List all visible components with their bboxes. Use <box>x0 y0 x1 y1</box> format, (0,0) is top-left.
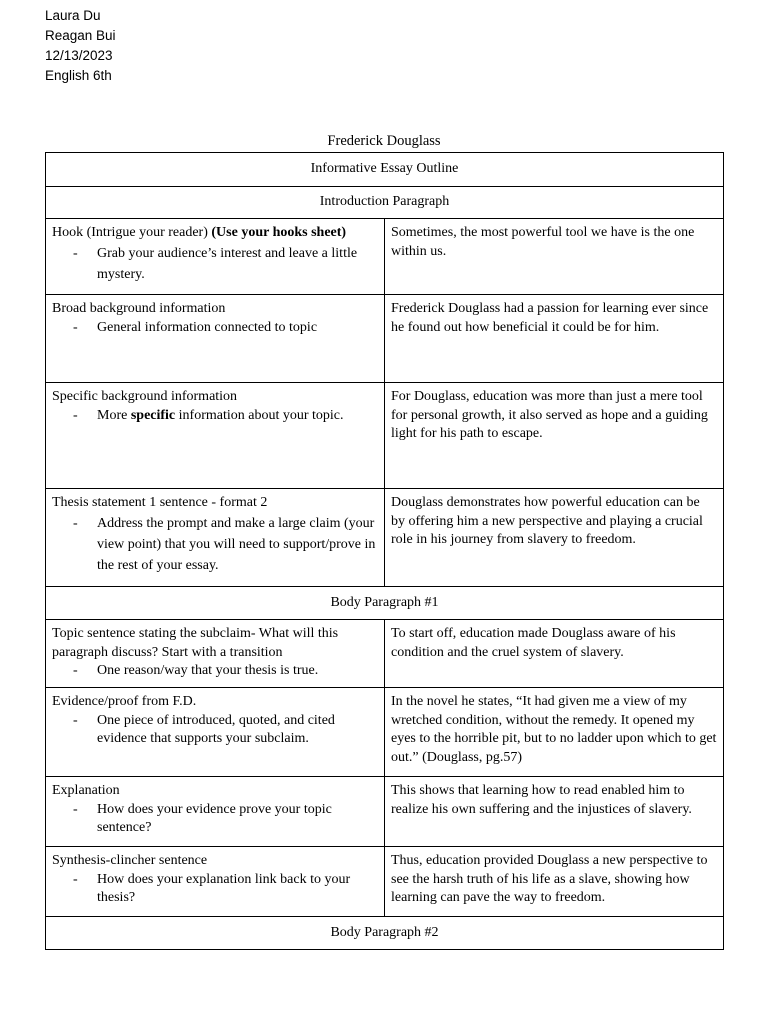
explanation-response: This shows that learning how to read enabled him to realize his own suffering and the injustices of slavery. <box>385 777 724 847</box>
table-row <box>46 219 724 295</box>
student-name-1: Laura Du <box>45 8 101 23</box>
section-heading-body-2: Body Paragraph #2 <box>46 917 724 950</box>
section-heading-introduction: Introduction Paragraph <box>46 187 724 219</box>
class-name: English 6th <box>45 68 112 83</box>
essay-outline-table <box>45 152 724 950</box>
evidence-bullet: - One piece of introduced, quoted, and cited evidence that supports your subclaim. <box>52 712 378 749</box>
evidence-prompt-cell <box>46 688 385 777</box>
date: 12/13/2023 <box>45 48 113 63</box>
document-title: Frederick Douglass <box>327 133 441 149</box>
table-row <box>46 620 724 688</box>
table-row <box>46 688 724 777</box>
student-name-2: Reagan Bui <box>45 28 116 43</box>
hook-response: Sometimes, the most powerful tool we have is the one within us. <box>385 219 724 295</box>
explanation-bullet: - How does your evidence prove your topic sentence? <box>52 801 378 838</box>
evidence-label: Evidence/proof from F.D. <box>52 694 197 709</box>
student-header <box>45 6 116 86</box>
topic-response: To start off, education made Douglass aware of his condition and the cruel system of slavery. <box>385 620 724 688</box>
section-heading-body-1: Body Paragraph #1 <box>46 587 724 620</box>
specific-response: For Douglass, education was more than just a mere tool for personal growth, it also served as hope and a guiding light for his path to escape. <box>385 383 724 489</box>
hook-prompt-cell <box>46 219 385 295</box>
table-row <box>46 153 724 187</box>
table-row <box>46 847 724 917</box>
topic-label: Topic sentence stating the subclaim- What will this paragraph discuss? Start with a transition <box>52 626 339 660</box>
broad-prompt-cell <box>46 295 385 383</box>
specific-prompt-cell <box>46 383 385 489</box>
topic-bullet: - One reason/way that your thesis is true. <box>52 662 378 681</box>
thesis-label: Thesis statement 1 sentence - format 2 <box>52 495 268 510</box>
hook-label-bold: (Use your hooks sheet) <box>211 225 347 240</box>
hook-bullet: - Grab your audience’s interest and leave a little mystery. <box>52 243 378 285</box>
table-row <box>46 187 724 219</box>
table-row <box>46 295 724 383</box>
topic-prompt-cell <box>46 620 385 688</box>
table-row <box>46 917 724 950</box>
broad-response: Frederick Douglass had a passion for learning ever since he found out how beneficial it could be for him. <box>385 295 724 383</box>
broad-bullet: - General information connected to topic <box>52 319 378 338</box>
explanation-prompt-cell <box>46 777 385 847</box>
thesis-response: Douglass demonstrates how powerful education can be by offering him a new perspective and playing a crucial role in his journey from slavery to freedom. <box>385 489 724 587</box>
broad-label: Broad background information <box>52 301 226 316</box>
hook-label: Hook (Intrigue your reader) (Use your hooks sheet) <box>52 225 347 240</box>
synthesis-bullet: - How does your explanation link back to your thesis? <box>52 871 378 908</box>
outline-heading: Informative Essay Outline <box>46 153 724 187</box>
synthesis-label: Synthesis-clincher sentence <box>52 853 208 868</box>
table-row <box>46 489 724 587</box>
synthesis-prompt-cell <box>46 847 385 917</box>
table-row <box>46 383 724 489</box>
specific-label: Specific background information <box>52 389 238 404</box>
table-row <box>46 587 724 620</box>
synthesis-response: Thus, education provided Douglass a new perspective to see the harsh truth of his life as a slave, showing how learning can pave the way to freedom. <box>385 847 724 917</box>
evidence-response: In the novel he states, “It had given me a view of my wretched condition, without the remedy. It opened my eyes to the horrible pit, but to no ladder upon which to get out.” (Douglass, pg.57) <box>385 688 724 777</box>
thesis-prompt-cell <box>46 489 385 587</box>
table-row <box>46 777 724 847</box>
explanation-label: Explanation <box>52 783 120 798</box>
thesis-bullet: - Address the prompt and make a large claim (your view point) that you will need to support/prove in the rest of your essay. <box>52 513 378 576</box>
specific-bullet: - More specific information about your topic. <box>52 407 378 426</box>
